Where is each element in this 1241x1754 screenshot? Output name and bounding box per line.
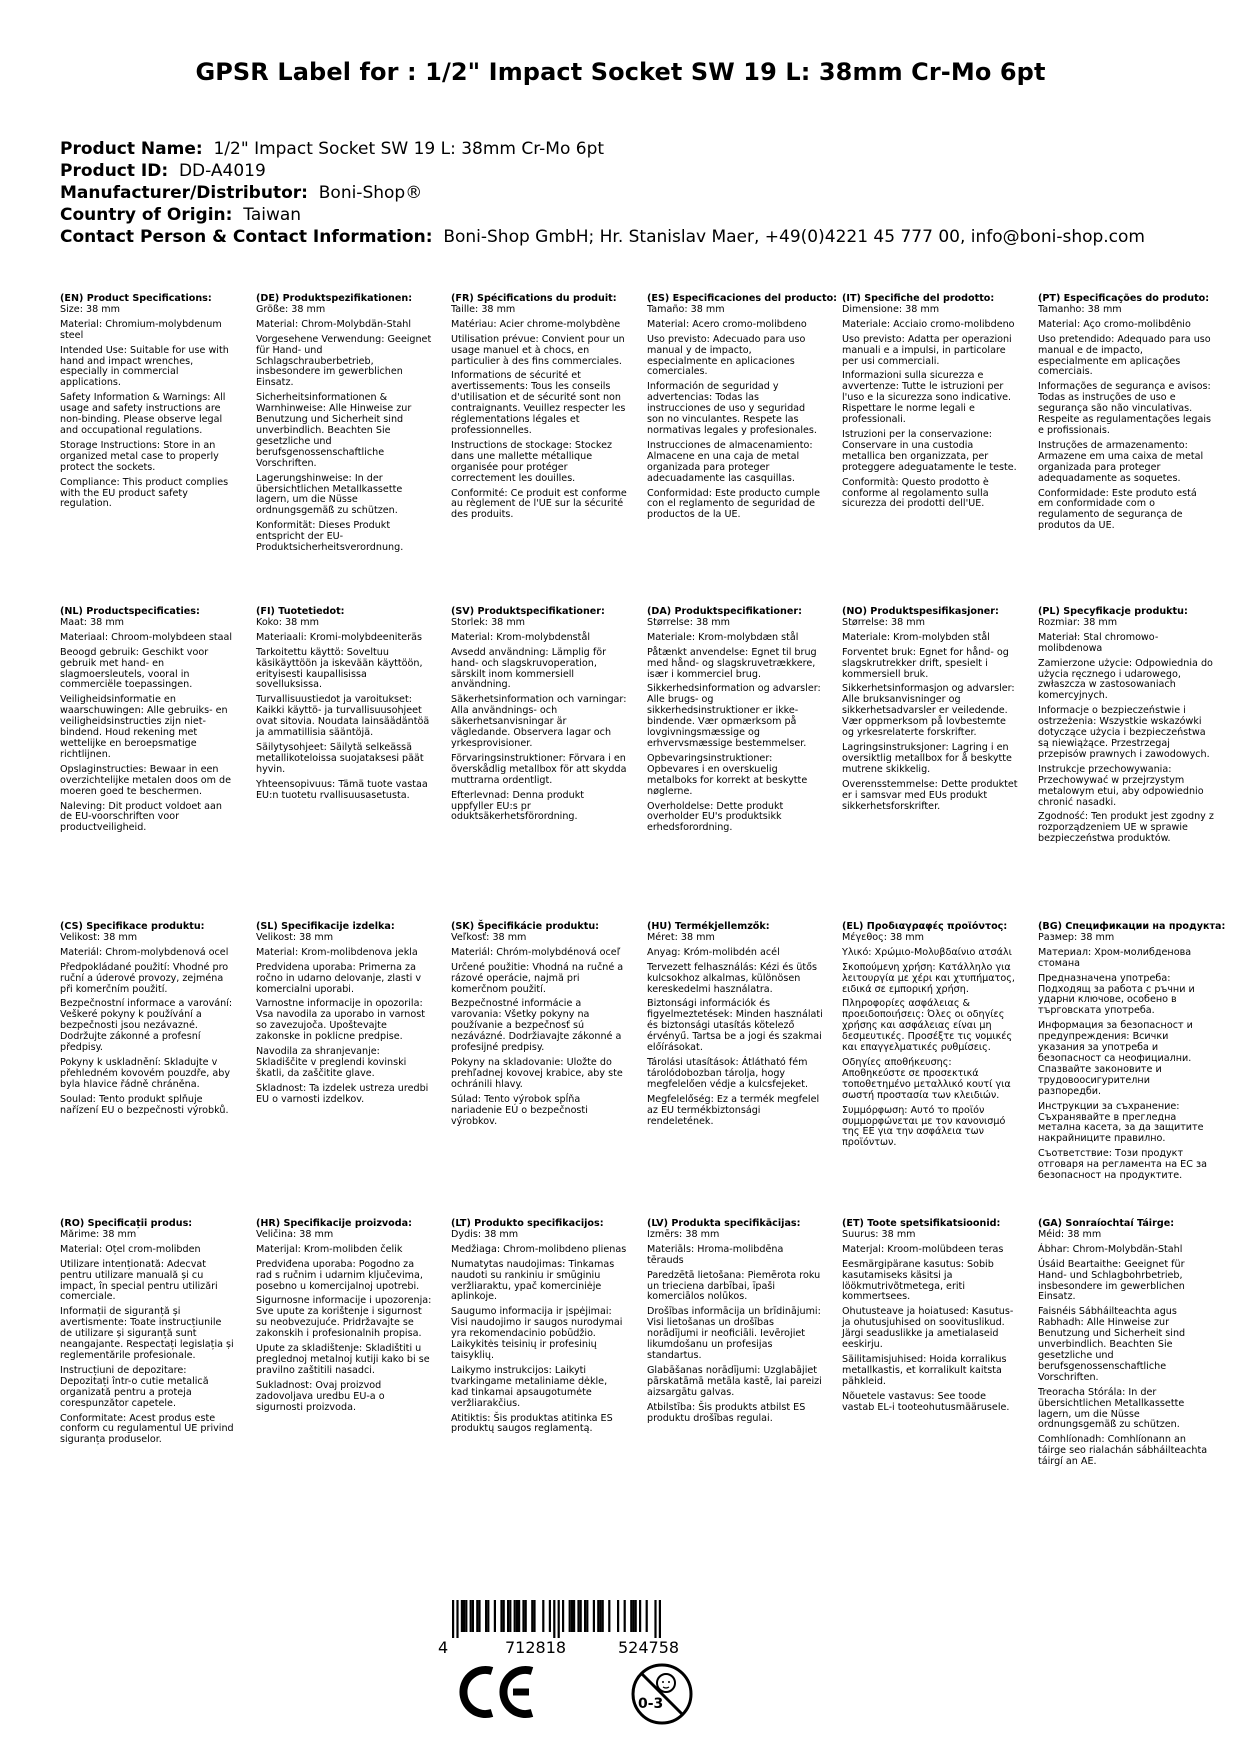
spec-paragraph: Material: Acero cromo-molibdeno [647, 318, 807, 330]
spec-paragraph: Dydis: 38 mm [451, 1228, 519, 1240]
barcode-bar [531, 1600, 533, 1632]
product-name-value: 1/2" Impact Socket SW 19 L: 38mm Cr-Mo 6pt [213, 139, 605, 159]
spec-paragraph: Velikost: 38 mm [60, 931, 138, 943]
spec-paragraph: Súlad: Tento výrobok spĺňa nariadenie EÚ o bezpečnosti výrobkov. [451, 1093, 588, 1127]
spec-paragraph: Mărime: 38 mm [60, 1228, 137, 1240]
spec-paragraph: Upute za skladištenje: Skladištiti u preglednoj metalnoj kutiji kako bi se pravilno zaštitili nasadci. [256, 1343, 430, 1376]
spec-block-heading: (ET) Toote spetsifikatsioonid: [842, 1218, 1001, 1229]
spec-paragraph: Utilizare intenționată: Adecvat pentru utilizare manuală și cu impact, în special pentru utilizări comerciale. [60, 1258, 218, 1303]
barcode-first-digit: 4 [438, 1638, 449, 1657]
spec-paragraph: Информация за безопасност и предупреждения: Всички указания за употреба и безопасност са неофициални. Спазвайте законовите и трудовоосигурителни разпоредби. [1038, 1020, 1193, 1097]
spec-block-heading: (HR) Specifikacije proizvoda: [256, 1218, 412, 1229]
barcode-bar [514, 1600, 516, 1632]
barcode-right-digits: 524758 [618, 1638, 680, 1657]
country-value: Taiwan [243, 205, 302, 225]
spec-paragraph: Tamaño: 38 mm [647, 303, 725, 315]
spec-paragraph: Velikost: 38 mm [256, 931, 334, 943]
barcode-bar [487, 1600, 489, 1632]
barcode-bar [599, 1600, 601, 1632]
spec-paragraph: Opbevaringsinstruktioner: Opbevares i en overskuelig metalboks for korrekt at beskytte nøglerne. [647, 752, 808, 797]
barcode-bar [485, 1600, 487, 1632]
barcode-bar [518, 1600, 520, 1632]
spec-block [451, 922, 627, 1131]
spec-paragraph: Glabāšanas norādījumi: Uzglabājiet pārskatāmā metāla kastē, lai pareizi aizsargātu galvas. [647, 1364, 822, 1398]
spec-paragraph: Intended Use: Suitable for use with hand and impact wrenches, especially in commercial applications. [60, 344, 229, 389]
spec-paragraph: Opslaginstructies: Bewaar in een overzichtelijke metalen doos om de moeren goed te beschermen. [60, 763, 231, 797]
spec-block [647, 1219, 823, 1428]
barcode-bar [632, 1600, 634, 1632]
barcode-bar [571, 1600, 573, 1632]
spec-paragraph: Informações de segurança e avisos: Todas as instruções de uso e segurança são não vinculativas. Respeite as regulamentações legais e profissionais. [1038, 381, 1212, 436]
spec-paragraph: Informații de siguranță și avertismente: Toate instrucțiunile de utilizare și siguranță sunt neangajante. Respectați legislația și reglementările profesionale. [60, 1306, 234, 1361]
barcode-bar [580, 1600, 582, 1632]
barcode-bar [470, 1600, 472, 1632]
spec-paragraph: Påtænkt anvendelse: Egnet til brug med hånd- og slagskruvetrækkere, især i kommerciel brug. [647, 646, 817, 680]
spec-paragraph: Instrukcje przechowywania: Przechowywać w przejrzystym metalowym etui, aby odpowiednio chronić nasadki. [1038, 763, 1204, 808]
spec-paragraph: Overholdelse: Dette produkt overholder EU's produktsikk erhedsforordning. [647, 800, 784, 834]
spec-paragraph: Beoogd gebruik: Geschikt voor gebruik met hand- en slagmoersleutels, vooral in commerciële toepassingen. [60, 646, 209, 691]
barcode-bar [569, 1600, 571, 1632]
barcode-bar [542, 1600, 544, 1632]
spec-paragraph: Pokyny k uskladnění: Skladujte v přehledném kovovém pouzdře, aby byla hlavice řádně chráněna. [60, 1056, 230, 1090]
spec-paragraph: Naleving: Dit product voldoet aan de EU-voorschriften voor productveiligheid. [60, 800, 222, 834]
barcode-bar [553, 1600, 555, 1638]
spec-block [1038, 921, 1226, 1186]
spec-block [256, 1219, 432, 1418]
barcode-bar [516, 1600, 518, 1632]
spec-block-heading: (SV) Produktspecifikationer: [451, 606, 605, 617]
spec-paragraph: Tarkoitettu käyttö: Soveltuu käsikäyttöön ja iskevään käyttöön, erityisesti kaupallisissa sovelluksissa. [256, 646, 423, 691]
barcode-bar [472, 1600, 474, 1632]
spec-paragraph: Eesmärgipärane kasutus: Sobib kasutamiseks käsitsi ja löökmutrivõtmetega, eriti kommertsees. [842, 1258, 994, 1303]
spec-paragraph: Informazioni sulla sicurezza e avvertenze: Tutte le istruzioni per l'uso e la sicurezza sono indicative. Rispettare le norme legali e professionali. [842, 370, 1012, 426]
barcode-bar [533, 1600, 535, 1632]
spec-paragraph: Υλικό: Χρώμιο-Μολυβδαίνιο ατσάλι [842, 946, 1012, 958]
spec-paragraph: Materiale: Krom-molybdæn stål [647, 631, 799, 643]
spec-paragraph: Uso pretendido: Adequado para uso manual e de impacto, especialmente em aplicações comerciais. [1038, 333, 1211, 378]
spec-paragraph: Zgodność: Ten produkt jest zgodny z rozporządzeniem UE w sprawie bezpieczeństwa produktów. [1038, 811, 1214, 845]
barcode-bar [597, 1600, 599, 1632]
spec-paragraph: Conformitate: Acest produs este conform cu regulamentul UE privind siguranța produselor. [60, 1412, 234, 1446]
spec-paragraph: Méid: 38 mm [1038, 1228, 1102, 1240]
spec-block [1038, 607, 1214, 849]
spec-paragraph: Saugumo informacija ir įspėjimai: Visi naudojimo ir saugos nurodymai yra rekomendacinio pobūdžio. Laikykitės teisinių ir profesinių taisyklių. [451, 1306, 623, 1361]
spec-paragraph: Veličina: 38 mm [256, 1228, 334, 1240]
barcode-bar [630, 1600, 632, 1632]
spec-block-heading: (EN) Product Specifications: [60, 293, 212, 304]
spec-paragraph: Instrucțiuni de depozitare: Depozitați într-o cutie metalică organizată pentru a proteja corespunzător capetele. [60, 1364, 209, 1409]
barcode-bar [593, 1600, 595, 1632]
country-label: Country of Origin: [60, 205, 233, 225]
spec-paragraph: Veľkosť: 38 mm [451, 931, 527, 943]
spec-paragraph: Σκοπούμενη χρήση: Κατάλληλο για λειτουργία με χέρι και χτυπήματος, ειδικά σε εμπορική χρήση. [842, 961, 1015, 995]
spec-paragraph: Størrelse: 38 mm [647, 616, 730, 628]
spec-paragraph: Predviđena uporaba: Pogodno za rad s ručnim i udarnim ključevima, posebno u komercijalnoj upotrebi. [256, 1258, 423, 1292]
spec-paragraph: Materiale: Acciaio cromo-molibdeno [842, 318, 1015, 330]
spec-paragraph: Medžiaga: Chrom-molibdeno plienas [451, 1243, 627, 1255]
spec-paragraph: Съответствие: Този продукт отговаря на регламента на ЕС за безопасност на продуктите. [1038, 1148, 1207, 1182]
spec-paragraph: Overensstemmelse: Dette produktet er i samsvar med EUs produkt sikkerhetsforskrifter. [842, 778, 1018, 812]
spec-paragraph: Tervezett felhasználás: Kézi és ütős kulcsokhoz alkalmas, különösen kereskedelmi használatra. [647, 961, 818, 995]
spec-paragraph: Material: Chromium-molybdenum steel [60, 318, 222, 341]
barcode-bar [503, 1600, 505, 1632]
spec-paragraph: Materiale: Krom-molybden stål [842, 631, 990, 643]
spec-paragraph: Conformidad: Este producto cumple con el reglamento de seguridad de productos de la UE. [647, 487, 820, 521]
spec-paragraph: Material: Krom-molibdenova jekla [256, 946, 418, 958]
spec-paragraph: Materijal: Krom-molibden čelik [256, 1243, 403, 1255]
spec-paragraph: Navodila za shranjevanje: Skladiščite v preglendi kovinski škatli, da zaščitite glave. [256, 1046, 407, 1079]
spec-paragraph: Материал: Хром-молибденова стомана [1038, 946, 1192, 969]
spec-paragraph: Größe: 38 mm [256, 303, 326, 315]
spec-paragraph: Conformité: Ce produit est conforme au règlement de l'UE sur la sécurité des produits. [451, 487, 627, 521]
spec-block [60, 1219, 236, 1450]
spec-block-heading: (BG) Спецификации на продукта: [1038, 921, 1226, 932]
spec-paragraph: Soulad: Tento produkt splňuje nařízení EU o bezpečnosti výrobků. [60, 1093, 229, 1116]
spec-block-heading: (LT) Produkto specifikacijos: [451, 1218, 604, 1229]
spec-block [256, 607, 432, 806]
spec-block-heading: (RO) Specificații produs: [60, 1218, 193, 1229]
spec-paragraph: Rozmiar: 38 mm [1038, 616, 1118, 628]
spec-block-heading: (CS) Specifikace produktu: [60, 921, 205, 932]
barcode-bar [478, 1600, 480, 1632]
spec-paragraph: Megfelelőség: Ez a termék megfelel az EU termékbiztonsági rendeletének. [647, 1093, 820, 1127]
spec-paragraph: Materiaal: Chroom-molybdeen staal [60, 631, 233, 643]
barcode-bar [646, 1600, 648, 1632]
product-info [60, 138, 1145, 248]
spec-paragraph: Instruções de armazenamento: Armazene em uma caixa de metal organizada para proteger adequadamente as soquetes. [1038, 439, 1204, 484]
spec-block-heading: (NL) Productspecificaties: [60, 606, 200, 617]
spec-block-heading: (FR) Spécifications du produit: [451, 293, 617, 304]
barcode [444, 1600, 704, 1638]
spec-paragraph: Tárolási utasítások: Átlátható fém tárolódobozban tárolja, hogy megfelelően védje a kulcsfejeket. [647, 1056, 809, 1090]
ce-mark-icon [455, 1665, 537, 1719]
spec-block [842, 1219, 1018, 1418]
spec-paragraph: Drošības informācija un brīdinājumi: Visi lietošanas un drošības norādījumi ir neoficiāli. Ievērojiet likumdošanu un profesijas standartus. [647, 1306, 821, 1361]
spec-paragraph: Comhlíonadh: Comhlíonann an táirge seo rialachán sábháilteachta táirgí an AE. [1038, 1434, 1208, 1468]
age-range-text: 0-3 [638, 1696, 664, 1712]
spec-paragraph: Koko: 38 mm [256, 616, 319, 628]
barcode-bar [602, 1600, 604, 1632]
spec-paragraph: Skladnost: Ta izdelek ustreza uredbi EU o varnosti izdelkov. [256, 1082, 429, 1105]
spec-paragraph: Οδηγίες αποθήκευσης: Αποθηκεύστε σε προσεκτικά τοποθετημένο μεταλλικό κουτί για σωστή προστασία των κλειδιών. [842, 1056, 1011, 1101]
spec-paragraph: Säilitamisjuhised: Hoida korralikus metallkastis, et korralikult kaitsta pähkleid. [842, 1353, 1007, 1387]
barcode-bar [562, 1600, 564, 1632]
barcode-bar [463, 1600, 465, 1632]
spec-paragraph: Materiál: Chrom-molybdenová ocel [60, 946, 229, 958]
spec-block-heading: (DE) Produktspezifikationen: [256, 293, 413, 304]
spec-paragraph: Uso previsto: Adecuado para uso manual y de impacto, especialmente en aplicaciones comerciales. [647, 333, 806, 378]
spec-paragraph: Sikkerhedsinformation og advarsler: Alle brugs- og sikkerhedsinstruktioner er ikke-bindende. Vær opmærksom på lovgivningsmæssige og erhvervsmæssige bestemmelser. [647, 683, 821, 749]
spec-paragraph: Materiał: Stal chromowo-molibdenowa [1038, 631, 1159, 654]
spec-paragraph: Sigurnosne informacije i upozorenja: Sve upute za korištenje i sigurnost su neobvezujuće. Pridržavajte se zakonskih i profesionalnih propisa. [256, 1295, 432, 1340]
spec-paragraph: Izmērs: 38 mm [647, 1228, 720, 1240]
product-id-value: DD-A4019 [178, 161, 266, 181]
spec-paragraph: Säilytysohjeet: Säilytä selkeässä metallikoteloissa suojataksesi päät hyvin. [256, 741, 424, 775]
spec-paragraph: Размер: 38 mm [1038, 931, 1115, 943]
spec-paragraph: Tamanho: 38 mm [1038, 303, 1122, 315]
spec-block [451, 294, 627, 525]
spec-paragraph: Bezpečnostné informácie a varovania: Všetky pokyny na používanie a bezpečnosť sú nezávázné. Dodržiavajte zákonné a profesijné predpisy. [451, 998, 622, 1054]
not-for-children-0-3-icon [630, 1662, 694, 1726]
spec-paragraph: Sukladnost: Ovaj proizvod zadovoljava uredbu EU-a o sigurnosti proizvoda. [256, 1379, 385, 1413]
spec-paragraph: Pokyny na skladovanie: Uložte do prehľadnej kovovej krabice, aby ste ochránili hlavy. [451, 1056, 623, 1090]
spec-paragraph: Yhteensopivuus: Tämä tuote vastaa EU:n tuotetu rvallisuusasetusta. [256, 778, 428, 801]
barcode-bar [494, 1600, 496, 1632]
contact-row [60, 226, 1145, 248]
spec-paragraph: Uso previsto: Adatta per operazioni manuali e a impulsi, in particolare per usi commerciali. [842, 333, 1012, 367]
spec-paragraph: Treoracha Stórála: In der übersichtlichen Metallkassette lagern, um die Nüsse ordnungsgemäß zu schützen. [1038, 1386, 1185, 1431]
spec-block [1038, 1219, 1214, 1472]
spec-paragraph: Μέγεθος: 38 mm [842, 931, 924, 943]
spec-paragraph: Avsedd användning: Lämplig för hand- och slagskruvoperation, särskilt inom kommersiell användning. [451, 646, 607, 691]
spec-paragraph: Materiál: Chróm-molybdénová oceľ [451, 946, 621, 958]
spec-paragraph: Varnostne informacije in opozorila: Vsa navodila za uporabo in varnost so zavezujoča. Upoštevajte zakonske in poklicne predpise. [256, 998, 426, 1043]
product-id-row [60, 160, 1145, 182]
manufacturer-value: Boni-Shop® [318, 183, 423, 203]
spec-block [256, 922, 432, 1110]
spec-paragraph: Materiāls: Hroma-molibdēna tērauds [647, 1243, 784, 1266]
spec-paragraph: Størrelse: 38 mm [842, 616, 925, 628]
barcode-bar [525, 1600, 527, 1632]
spec-paragraph: Lagerungshinweise: In der übersichtlichen Metallkassette lagern, um die Nüsse ordnungsgemäß zu schützen. [256, 472, 403, 517]
spec-paragraph: Turvallisuustiedot ja varoitukset: Kaikki käyttö- ja turvallisuusohjeet ovat sitovia. Noudata lainsäädäntöä ja ammatillisia sääntöjä. [256, 694, 430, 739]
spec-paragraph: Istruzioni per la conservazione: Conservare in una custodia metallica ben organizzata, per proteggere adeguatamente le teste. [842, 428, 1017, 473]
spec-paragraph: Συμμόρφωση: Αυτό το προϊόν συμμορφώνεται με τον κανονισμό της ΕΕ για την ασφάλεια των προϊόντων. [842, 1104, 1006, 1149]
barcode-bar [522, 1600, 524, 1632]
spec-paragraph: Maat: 38 mm [60, 616, 125, 628]
spec-paragraph: Conformidade: Este produto está em conformidade com o regulamento de segurança de produtos da UE. [1038, 487, 1197, 532]
spec-block [647, 922, 823, 1131]
spec-block-heading: (DA) Produktspecifikationer: [647, 606, 802, 617]
spec-paragraph: Suurus: 38 mm [842, 1228, 916, 1240]
spec-paragraph: Úsáid Beartaithe: Geeignet für Hand- und Schlagbohrbetrieb, insbesondere im gewerblichen Einsatz. [1038, 1258, 1185, 1303]
spec-paragraph: Ábhar: Chrom-Molybdän-Stahl [1038, 1243, 1183, 1255]
spec-block-heading: (HU) Termékjellemzők: [647, 921, 770, 932]
spec-paragraph: Vorgesehene Verwendung: Geeignet für Hand- und Schlagschrauberbetrieb, insbesondere im gewerblichen Einsatz. [256, 333, 432, 389]
spec-paragraph: Materjal: Kroom-molübdeen teras [842, 1243, 1004, 1255]
spec-paragraph: Anyag: Króm-molibdén acél [647, 946, 780, 958]
spec-paragraph: Určené použitie: Vhodná na ručné a rázové operácie, najmä pri komerčnom použití. [451, 961, 624, 995]
barcode-bar [639, 1600, 641, 1632]
spec-paragraph: Taille: 38 mm [451, 303, 516, 315]
spec-paragraph: Predvidena uporaba: Primerna za ročno in udarno delovanje, zlasti v komercialni uporabi. [256, 961, 422, 995]
barcode-left-digits: 712818 [505, 1638, 567, 1657]
spec-paragraph: Předpokládané použití: Vhodné pro ruční a úderové provozy, zejména při komerčním použití. [60, 961, 229, 995]
contact-label: Contact Person & Contact Information: [60, 227, 433, 247]
page-title: GPSR Label for : 1/2" Impact Socket SW 19 L: 38mm Cr-Mo 6pt [195, 58, 1046, 86]
spec-block-heading: (IT) Specifiche del prodotto: [842, 293, 995, 304]
spec-block [60, 607, 236, 838]
spec-block-heading: (LV) Produkta specifikācijas: [647, 1218, 801, 1229]
spec-paragraph: Material: Oțel crom-molibden [60, 1243, 201, 1255]
spec-block [451, 1219, 627, 1439]
spec-paragraph: Materiaali: Kromi-molybdeeniteräs [256, 631, 422, 643]
spec-block-heading: (EL) Προδιαγραφές προϊόντος: [842, 921, 1008, 932]
spec-paragraph: Bezpečnostní informace a varování: Veškeré pokyny k používání a bezpečnosti jsou nezávazné. Dodržujte zákonné a profesní předpisy. [60, 998, 233, 1054]
spec-paragraph: Biztonsági információk és figyelmeztetések: Minden használati és biztonsági utasítás kötelező érvényű. Tartsa be a jogi és szakmai előírásokat. [647, 998, 823, 1054]
spec-paragraph: Instrucciones de almacenamiento: Almacene en una caja de metal organizada para proteger adecuadamente las casquillas. [647, 439, 813, 484]
spec-paragraph: Atbilstība: Šis produkts atbilst ES produktu drošības regulai. [647, 1401, 806, 1424]
spec-paragraph: Efterlevnad: Denna produkt uppfyller EU:s pr oduktsäkerhetsförordning. [451, 789, 585, 823]
barcode-bar [549, 1600, 551, 1632]
spec-paragraph: Storage Instructions: Store in an organized metal case to properly protect the sockets. [60, 439, 219, 473]
spec-block-heading: (PT) Especificações do produto: [1038, 293, 1210, 304]
spec-paragraph: Nõuetele vastavus: See toode vastab EL-i tooteohutusmäärusele. [842, 1390, 1010, 1413]
spec-paragraph: Conformità: Questo prodotto è conforme al regolamento sulla sicurezza dei prodotti dell'UE. [842, 476, 989, 510]
barcode-bar [624, 1600, 626, 1632]
spec-paragraph: Utilisation prévue: Convient pour un usage manuel et à chocs, en particulier à des fins commerciales. [451, 333, 625, 367]
spec-paragraph: Πληροφορίες ασφάλειας & προειδοποιήσεις: Όλες οι οδηγίες χρήσης και ασφάλειας είναι μη δεσμευτικές. Προσέξτε τις νομικές και επαγγελματικές ρυθμίσεις. [842, 998, 1013, 1054]
barcode-bar [461, 1600, 463, 1632]
product-id-label: Product ID: [60, 161, 169, 181]
spec-block-heading: (SK) Špecifikácie produktu: [451, 921, 600, 932]
spec-paragraph: Forventet bruk: Egnet for hånd- og slagskrutrekker drift, spesielt i kommersiell bruk. [842, 646, 1009, 680]
spec-paragraph: Storlek: 38 mm [451, 616, 526, 628]
country-row [60, 204, 1145, 226]
spec-paragraph: Matériau: Acier chrome-molybdène [451, 318, 621, 330]
spec-paragraph: Veiligheidsinformatie en waarschuwingen: Alle gebruiks- en veiligheidsinstructies zijn niet-bindend. Houd rekening met wettelijke en beroepsmatige richtlijnen. [60, 694, 228, 760]
spec-paragraph: Предназначена употреба: Подходящ за работа с ръчни и ударни ключове, особено в търговската употреба. [1038, 972, 1195, 1017]
spec-paragraph: Material: Aço cromo-molibdênio [1038, 318, 1191, 330]
spec-block [647, 607, 823, 838]
barcode-bar [635, 1600, 637, 1632]
spec-block [1038, 294, 1214, 536]
spec-block-heading: (PL) Specyfikacje produktu: [1038, 606, 1188, 617]
product-name-label: Product Name: [60, 139, 203, 159]
barcode-bar [509, 1600, 511, 1632]
spec-block [842, 294, 1018, 514]
spec-block-heading: (GA) Sonraíochtaí Táirge: [1038, 1218, 1175, 1229]
spec-paragraph: Laikymo instrukcijos: Laikyti tvarkingame metaliniame dėkle, kad tinkamai apsaugotumėte veržliarakčius. [451, 1364, 608, 1409]
spec-paragraph: Material: Chrom-Molybdän-Stahl [256, 318, 412, 330]
spec-paragraph: Sikkerhetsinformasjon og advarsler: Alle bruksanvisninger og sikkerhetsadvarsler er veiledende. Vær oppmerksom på lovbestemte og yrkesrelaterte forskrifter. [842, 683, 1015, 739]
spec-paragraph: Instructions de stockage: Stockez dans une mallette métallique organisée pour protéger correctement les douilles. [451, 439, 613, 484]
spec-block-heading: (FI) Tuotetiedot: [256, 606, 345, 617]
spec-paragraph: Dimensione: 38 mm [842, 303, 940, 315]
spec-paragraph: Atitiktis: Šis produktas atitinka ES produktų saugos reglamentą. [451, 1412, 613, 1435]
barcode-bar [654, 1600, 656, 1638]
spec-paragraph: Zamierzone użycie: Odpowiednia do użycia ręcznego i udarowego, zwłaszcza w zastosowaniach komercyjnych. [1038, 657, 1213, 702]
spec-paragraph: Säkerhetsinformation och varningar: Alla användnings- och säkerhetsanvisningar är vägledande. Observera lagar och yrkesprovisioner. [451, 694, 627, 749]
spec-paragraph: Sicherheitsinformationen & Warnhinweise: Alle Hinweise zur Benutzung und Sicherheit sind unverbindlich. Beachten Sie gesetzliche und berufsgenossenschaftliche Vorschriften. [256, 392, 412, 469]
barcode-bar [608, 1600, 610, 1632]
spec-paragraph: Material: Krom-molybdenstål [451, 631, 590, 643]
spec-paragraph: Informations de sécurité et avertissements: Tous les conseils d'utilisation et de sécurité sont non contraignants. Veuillez respecter les réglementations légales et professionnelles. [451, 370, 626, 436]
barcode-bar [659, 1600, 661, 1638]
spec-paragraph: Méret: 38 mm [647, 931, 715, 943]
spec-block-heading: (NO) Produktspesifikasjoner: [842, 606, 999, 617]
barcode-bar [558, 1600, 560, 1638]
manufacturer-label: Manufacturer/Distributor: [60, 183, 308, 203]
spec-paragraph: Konformität: Dieses Produkt entspricht der EU-Produktsicherheitsverordnung. [256, 520, 404, 554]
barcode-bar [573, 1600, 575, 1632]
barcode-bar [476, 1600, 478, 1632]
spec-block [60, 294, 236, 514]
manufacturer-row [60, 182, 1145, 204]
spec-block [842, 922, 1018, 1153]
spec-paragraph: Size: 38 mm [60, 303, 120, 315]
product-name-row [60, 138, 1145, 160]
spec-paragraph: Инструкции за съхранение: Съхранявайте в прегледна метална касета, за да защитите накрайниците правилно. [1038, 1100, 1204, 1145]
spec-block-heading: (ES) Especificaciones del producto: [647, 293, 838, 304]
barcode-bar [617, 1600, 619, 1632]
spec-block [60, 922, 236, 1121]
barcode-bar [577, 1600, 579, 1632]
spec-block-heading: (SL) Specifikacije izdelka: [256, 921, 395, 932]
spec-paragraph: Lagringsinstruksjoner: Lagring i en oversiktlig metallbox for å beskytte mutrene skikkelig. [842, 741, 1012, 775]
spec-block [647, 293, 838, 525]
barcode-bar [456, 1600, 458, 1638]
spec-paragraph: Numatytas naudojimas: Tinkamas naudoti su rankiniu ir smūginiu veržliaraktu, ypač komerciniėje aplinkoje. [451, 1258, 615, 1303]
spec-paragraph: Faisnéis Sábháilteachta agus Rabhadh: Alle Hinweise zur Benutzung und Sicherheit sind unverbindlich. Beachten Sie gesetzliche und berufsgenossenschaftliche Vorschriften. [1038, 1306, 1186, 1383]
spec-block [842, 607, 1018, 816]
contact-value: Boni-Shop GmbH; Hr. Stanislav Maer, +49(0)4221 45 777 00, info@boni-shop.com [443, 227, 1145, 247]
spec-paragraph: Información de seguridad y advertencias: Todas las instrucciones de uso y seguridad son no vinculantes. Respete las normativas legales y profesionales. [647, 381, 817, 436]
barcode-bar [507, 1600, 509, 1632]
spec-paragraph: Informacje o bezpieczeństwie i ostrzeżenia: Wszystkie wskazówki dotyczące użycia i bezpieczeństwa są niewiążące. Przestrzegaj przepisów prawnych i zawodowych. [1038, 705, 1210, 760]
barcode-bar [500, 1600, 502, 1632]
spec-paragraph: Compliance: This product complies with the EU product safety regulation. [60, 476, 229, 510]
spec-paragraph: Ohutusteave ja hoiatused: Kasutus- ja ohutusjuhised on soovituslikud. Järgi seaduslikke ja ametialaseid eeskirju. [842, 1306, 1014, 1351]
barcode-bar [586, 1600, 588, 1632]
spec-paragraph: Safety Information & Warnings: All usage and safety instructions are non-binding. Please observe legal and occupational regulations. [60, 392, 226, 436]
barcode-bar [452, 1600, 454, 1638]
barcode-bar [465, 1600, 467, 1632]
spec-paragraph: Paredzētā lietošana: Piemērota roku un trieciena darbībai, īpaši komerciālos nolūkos. [647, 1269, 821, 1303]
spec-block [451, 607, 627, 827]
spec-paragraph: Förvaringsinstruktioner: Förvara i en överskådlig metallbox för att skydda muttrarna ordentligt. [451, 752, 627, 786]
spec-block [256, 294, 432, 558]
barcode-bar [584, 1600, 586, 1632]
